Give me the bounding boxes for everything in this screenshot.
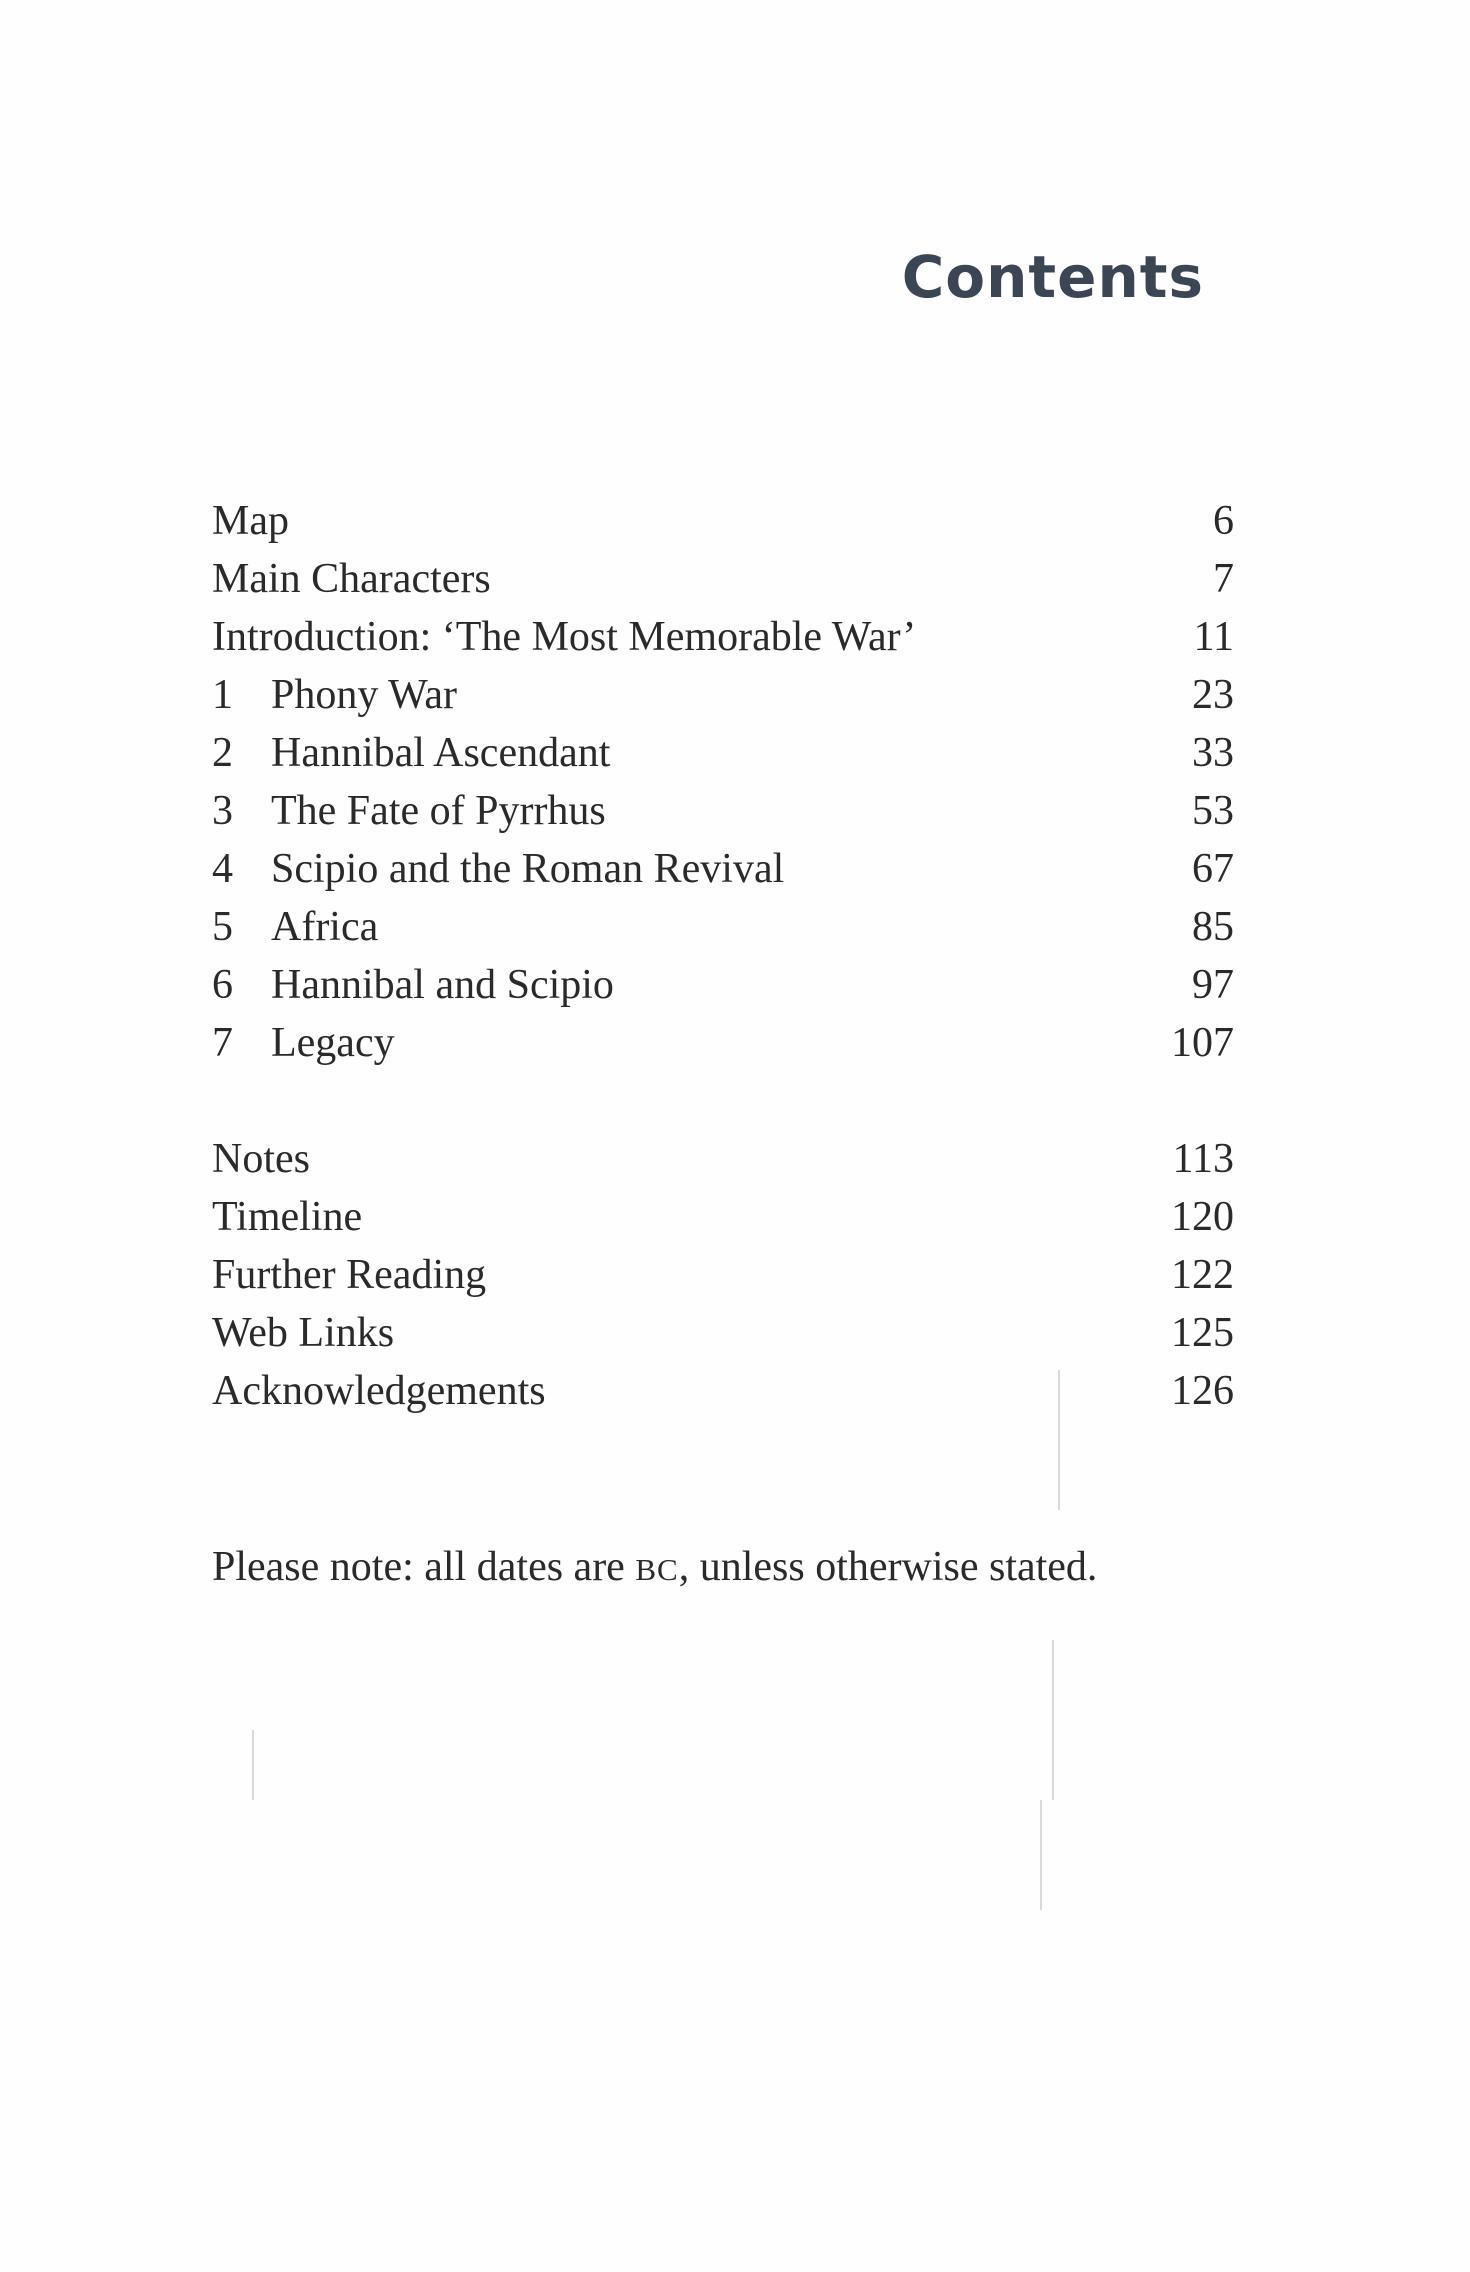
toc-page-number: 11 xyxy=(1193,614,1234,660)
toc-entry xyxy=(212,898,1234,956)
toc-entry-heading xyxy=(212,492,289,550)
chapter-number: 4 xyxy=(212,846,233,892)
toc-entry xyxy=(212,492,1234,550)
chapter-number: 6 xyxy=(212,962,233,1008)
toc-entry-heading xyxy=(212,1362,546,1420)
scan-crease-mark xyxy=(252,1730,254,1800)
toc-page-number: 7 xyxy=(1213,556,1234,602)
toc-page-number: 122 xyxy=(1171,1252,1234,1298)
toc-entry-heading xyxy=(212,666,457,724)
toc-entry-heading xyxy=(212,1130,310,1188)
toc-entry-heading xyxy=(212,1014,395,1072)
chapter-number: 2 xyxy=(212,730,233,776)
toc-entry-title: Acknowledgements xyxy=(212,1368,546,1414)
toc-entry xyxy=(212,1130,1234,1188)
toc-entry-title: Phony War xyxy=(271,672,458,718)
toc-page-number: 6 xyxy=(1213,498,1234,544)
toc-entry-title: Timeline xyxy=(212,1194,363,1240)
toc-page-number: 97 xyxy=(1192,962,1234,1008)
toc-entry xyxy=(212,1188,1234,1246)
toc-entry-title: Main Characters xyxy=(212,556,491,602)
toc-entry-heading xyxy=(212,782,606,840)
scan-crease-mark xyxy=(1052,1640,1054,1800)
toc-entry-title: Scipio and the Roman Revival xyxy=(271,846,785,892)
toc-entry-title: Further Reading xyxy=(212,1252,487,1298)
toc-page-number: 120 xyxy=(1171,1194,1234,1240)
toc-entry-heading xyxy=(212,840,784,898)
toc-entry-title: Introduction: ‘The Most Memorable War’ xyxy=(212,614,917,660)
toc-page-number: 23 xyxy=(1192,672,1234,718)
toc-entry xyxy=(212,782,1234,840)
chapter-number: 1 xyxy=(212,672,233,718)
scan-crease-mark xyxy=(1040,1800,1042,1910)
toc-page-number: 107 xyxy=(1171,1020,1234,1066)
toc-entry xyxy=(212,550,1234,608)
toc-back-matter-section xyxy=(212,1130,1234,1420)
toc-page-number: 125 xyxy=(1171,1310,1234,1356)
toc-entry xyxy=(212,1014,1234,1072)
toc-page-number: 67 xyxy=(1192,846,1234,892)
toc-entry xyxy=(212,840,1234,898)
toc-entry-title: Hannibal Ascendant xyxy=(271,730,611,776)
toc-entry xyxy=(212,1304,1234,1362)
toc-entry-heading xyxy=(212,956,614,1014)
toc-page-number: 113 xyxy=(1172,1136,1234,1182)
toc-entry-heading xyxy=(212,608,916,666)
dates-note-era-abbreviation: BC xyxy=(635,1552,679,1587)
toc-entry-title: The Fate of Pyrrhus xyxy=(271,788,606,834)
table-of-contents xyxy=(212,492,1234,1420)
toc-main-section xyxy=(212,492,1234,1072)
dates-note-text-end: , unless otherwise stated. xyxy=(678,1544,1098,1590)
toc-entry-heading xyxy=(212,1304,394,1362)
toc-entry-heading xyxy=(212,550,491,608)
toc-entry xyxy=(212,1362,1234,1420)
toc-entry-title: Web Links xyxy=(212,1310,395,1356)
toc-entry xyxy=(212,724,1234,782)
chapter-number: 3 xyxy=(212,788,233,834)
page-title: Contents xyxy=(901,243,1204,311)
chapter-number: 5 xyxy=(212,904,233,950)
toc-page-number: 33 xyxy=(1192,730,1234,776)
toc-entry-title: Map xyxy=(212,498,289,544)
toc-entry-title: Legacy xyxy=(271,1020,395,1066)
toc-page-number: 53 xyxy=(1192,788,1234,834)
toc-page-number: 85 xyxy=(1192,904,1234,950)
toc-entry-heading xyxy=(212,1246,486,1304)
toc-entry xyxy=(212,608,1234,666)
toc-entry-heading xyxy=(212,1188,362,1246)
toc-entry-heading xyxy=(212,898,378,956)
toc-entry xyxy=(212,956,1234,1014)
toc-page-number: 126 xyxy=(1171,1368,1234,1414)
dates-note-text-start: Please note: all dates are xyxy=(212,1544,636,1590)
dates-note xyxy=(212,1538,1097,1599)
toc-entry xyxy=(212,1246,1234,1304)
toc-entry xyxy=(212,666,1234,724)
toc-entry-heading xyxy=(212,724,610,782)
toc-entry-title: Hannibal and Scipio xyxy=(271,962,614,1008)
toc-entry-title: Africa xyxy=(271,904,379,950)
scan-crease-mark xyxy=(1058,1370,1060,1510)
toc-entry-title: Notes xyxy=(212,1136,310,1182)
chapter-number: 7 xyxy=(212,1020,233,1066)
